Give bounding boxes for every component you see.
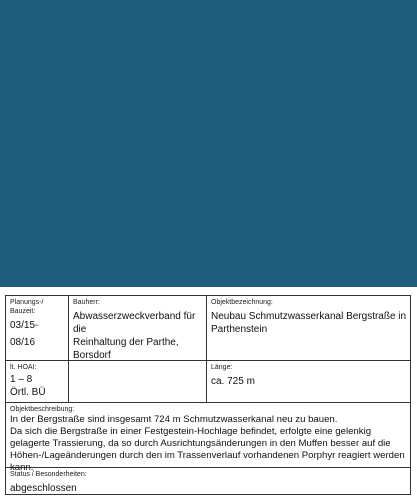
project-name-value: Parthenstein	[211, 324, 268, 335]
hoai-value: Örtl. BÜ	[10, 387, 46, 398]
description-line: kann.	[10, 462, 34, 473]
status-cell	[6, 468, 412, 496]
description-cell	[6, 403, 412, 473]
length-value: ca. 725 m	[211, 376, 255, 387]
client-label: Bauherr:	[73, 299, 100, 306]
hoai-value: 1 – 8	[10, 374, 33, 385]
description-line: Da sich die Bergstraße in einer Festgestein-Hochlage befindet, erfolgte eine gelenkig	[10, 426, 372, 437]
project-data-sheet	[5, 295, 411, 495]
client-value: Borsdorf	[73, 350, 111, 361]
project-name-label: Objektbezeichnung:	[211, 299, 273, 306]
client-cell	[69, 296, 207, 360]
hoai-cell	[6, 361, 69, 403]
description-line: Höhen-/Lageänderungen durch den im Trassenverlauf vorhandenen Porphyr reagiert werden	[10, 450, 405, 461]
project-name-value: Neubau Schmutzwasserkanal Bergstraße in	[211, 311, 407, 322]
description-line: In der Bergstraße sind insgesamt 724 m Schmutzwasserkanal neu zu bauen.	[10, 414, 338, 425]
empty-cell	[69, 361, 207, 403]
length-label: Länge:	[211, 364, 233, 371]
client-value: Reinhaltung der Parthe,	[73, 337, 179, 348]
description-label: Objektbeschreibung:	[10, 406, 75, 413]
hoai-label: lt. HOAI:	[10, 364, 37, 371]
planning-period-label: Planungs-/	[10, 299, 44, 306]
length-cell	[207, 361, 412, 403]
project-name-cell	[207, 296, 412, 360]
status-value: abgeschlossen	[10, 483, 77, 494]
description-line: gelagerte Trassierung, da so durch Ausrichtungsänderungen in den Muffen besser auf die	[10, 438, 391, 449]
planning-period-label: Bauzeit:	[10, 308, 36, 315]
status-label: Status / Besonderheiten:	[10, 471, 87, 478]
planning-period-value: 03/15-	[10, 320, 39, 331]
client-value: Abwasserzweckverband für die	[73, 311, 196, 335]
planning-period-value: 08/16	[10, 337, 36, 348]
planning-period-cell	[6, 296, 69, 360]
